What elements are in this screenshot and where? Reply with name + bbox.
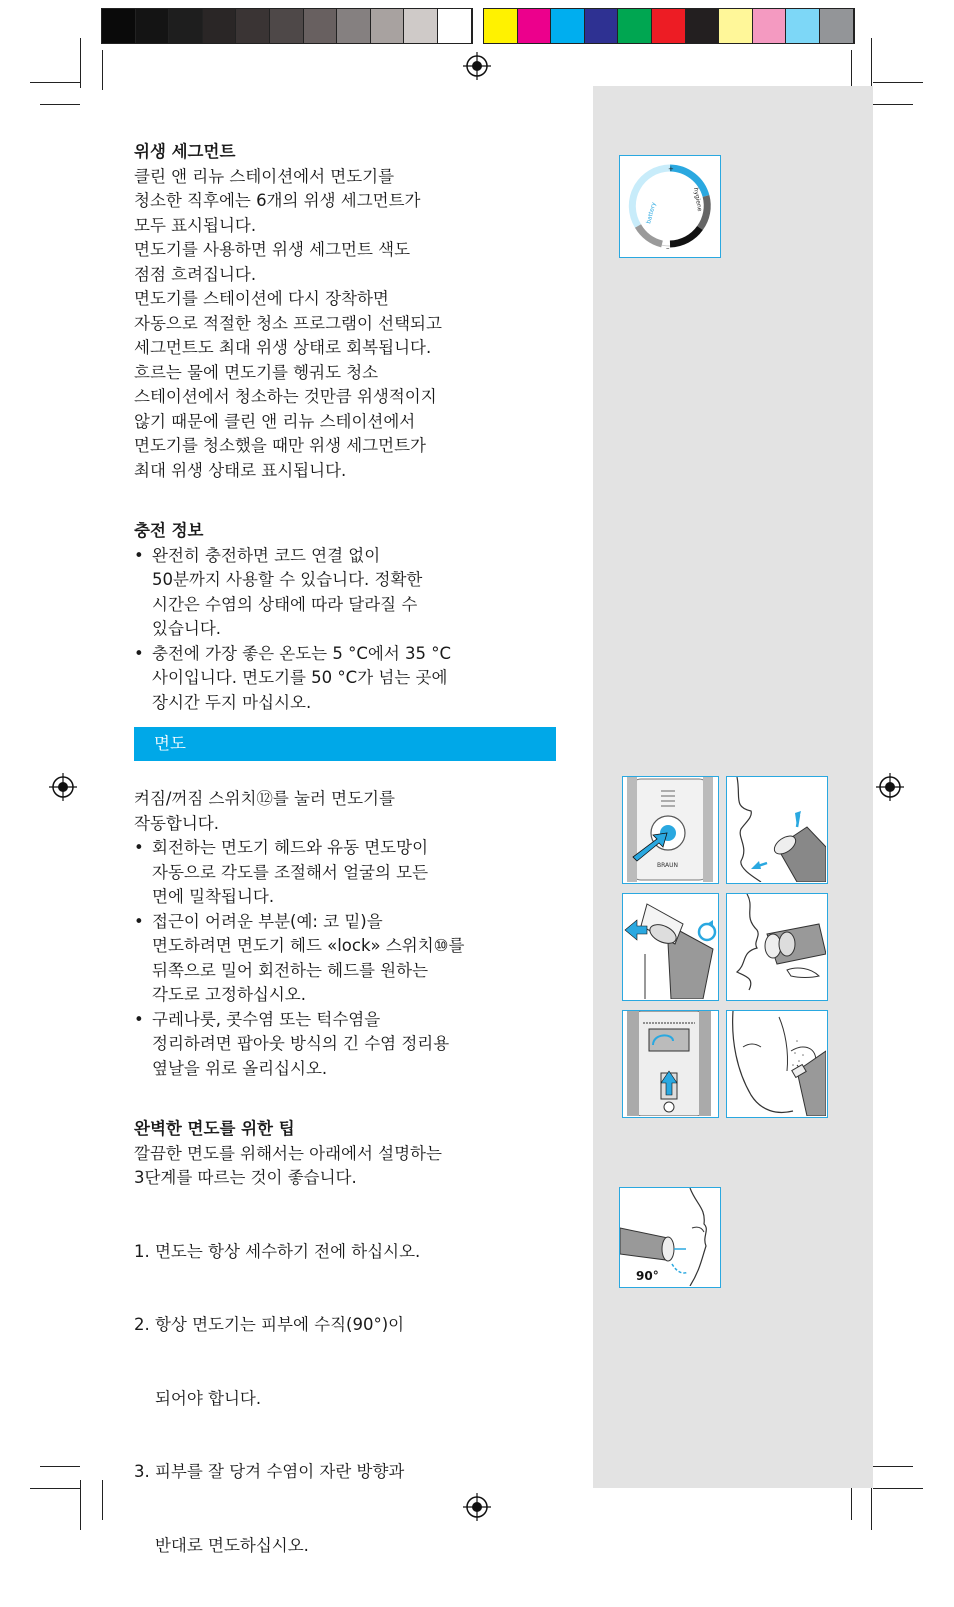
charging-info-list (134, 544, 574, 716)
text-line: 모두 표시됩니다. (134, 214, 574, 239)
crop-mark (873, 1466, 913, 1467)
face-sideburn-icon (727, 1011, 826, 1116)
text-line: 않기 때문에 클린 앤 리뉴 스테이션에서 (134, 410, 574, 435)
text-line: 면도기를 사용하면 위생 세그먼트 색도 (134, 238, 574, 263)
color-swatch (652, 9, 686, 43)
list-item: • 구레나룻, 콧수염 또는 턱수염을 정리하려면 팝아웃 방식의 긴 수염 정리용 옆날을 위로 올리십시오. (134, 1008, 574, 1082)
face-nose-icon (727, 777, 826, 882)
color-swatch (585, 9, 619, 43)
text-line: 클린 앤 리뉴 스테이션에서 면도기를 (134, 165, 574, 190)
color-swatch (686, 9, 720, 43)
registration-mark-icon (876, 773, 904, 801)
list-item: • 회전하는 면도기 헤드와 유동 면도망이 자동으로 각도를 조절해서 얼굴의 모든 면에 밀착됩니다. (134, 836, 574, 910)
color-swatch (236, 9, 270, 43)
color-swatch (484, 9, 518, 43)
list-item: • 충전에 가장 좋은 온도는 5 °C에서 35 °C 사이입니다. 면도기를 50 °C가 넘는 곳에 장시간 두지 마십시오. (134, 642, 574, 716)
crop-mark (102, 1480, 103, 1520)
step-line: 1. 면도는 항상 세수하기 전에 하십시오. (134, 1240, 574, 1265)
lock-switch-figure (622, 893, 719, 1001)
color-swatch (753, 9, 787, 43)
display-dial-icon (620, 156, 719, 256)
hygiene-segments-body (134, 165, 574, 484)
crop-mark (40, 1466, 80, 1467)
registration-mark-icon (49, 773, 77, 801)
step-line: 2. 항상 면도기는 피부에 수직(90°)이 (134, 1313, 574, 1338)
trimmer-figure (622, 1010, 719, 1118)
crop-mark (873, 104, 913, 105)
charging-info-heading: 충전 정보 (134, 519, 574, 544)
grayscale-calibration-bar (101, 8, 473, 44)
shaving-tips-heading: 완벽한 면도를 위한 팁 (134, 1117, 574, 1142)
color-swatch (786, 9, 820, 43)
long-hair-trimmer-icon (623, 1011, 717, 1116)
color-calibration-bar (483, 8, 855, 44)
shaver-switch-icon (623, 777, 717, 882)
text-line: 면도기를 스테이션에 다시 장착하면 (134, 287, 574, 312)
color-swatch (551, 9, 585, 43)
shaving-tips-intro: 깔끔한 면도를 위해서는 아래에서 설명하는 3단계를 따르는 것이 좋습니다. (134, 1142, 574, 1191)
sideburn-figure (726, 1010, 828, 1118)
color-swatch (371, 9, 405, 43)
color-swatch (169, 9, 203, 43)
text-line: 최대 위생 상태로 표시됩니다. (134, 459, 574, 484)
crop-mark (80, 1480, 81, 1530)
text-line: 자동으로 적절한 청소 프로그램이 선택되고 (134, 312, 574, 337)
color-swatch (304, 9, 338, 43)
shaving-intro: 켜짐/꺼짐 스위치⑫를 눌러 면도기를 작동합니다. (134, 787, 574, 836)
list-item: • 접근이 어려운 부분(예: 코 밑)을 면도하려면 면도기 헤드 «lock» 스위치⑩를 뒤쪽으로 밀어 회전하는 헤드를 원하는 각도로 고정하십시오. (134, 910, 574, 1008)
color-swatch (404, 9, 438, 43)
display-hygiene-label: hygiene (692, 187, 703, 212)
shaver-head-lock-icon (623, 894, 717, 999)
shaving-tips-steps (134, 1191, 574, 1607)
step-line: 반대로 면도하십시오. (134, 1534, 574, 1559)
crop-mark (102, 50, 103, 90)
crop-mark (871, 38, 872, 88)
face-shaving-icon (727, 894, 826, 999)
text-line: 점점 흐려집니다. (134, 263, 574, 288)
display-battery-label: battery (645, 201, 658, 224)
manual-text-column (134, 140, 574, 1607)
crop-mark (851, 50, 852, 90)
hygiene-segments-heading: 위생 세그먼트 (134, 140, 574, 165)
color-swatch (203, 9, 237, 43)
text-line: 면도기를 청소했을 때만 위생 세그먼트가 (134, 434, 574, 459)
step-line: 되어야 합니다. (134, 1387, 574, 1412)
text-line: 흐르는 물에 면도기를 헹궈도 청소 (134, 361, 574, 386)
color-swatch (719, 9, 753, 43)
list-item: • 완전히 충전하면 코드 연결 없이 50분까지 사용할 수 있습니다. 정확한 시간은 수염의 상태에 따라 달라질 수 있습니다. (134, 544, 574, 642)
shaving-list (134, 836, 574, 1081)
step-line: 3. 피부를 잘 당겨 수염이 자란 방향과 (134, 1460, 574, 1485)
crop-mark (30, 82, 80, 83)
text-line: 세그먼트도 최대 위생 상태로 회복됩니다. (134, 336, 574, 361)
text-line: 스테이션에서 청소하는 것만큼 위생적이지 (134, 385, 574, 410)
perpendicular-angle-figure (619, 1187, 721, 1288)
crop-mark (873, 82, 923, 83)
crop-mark (30, 1488, 80, 1489)
under-nose-figure (726, 776, 828, 884)
color-swatch (270, 9, 304, 43)
color-swatch (136, 9, 170, 43)
display-minus-label: – (666, 244, 670, 252)
hygiene-display-figure (619, 155, 721, 258)
color-swatch (102, 9, 136, 43)
on-off-switch-figure (622, 776, 719, 884)
color-swatch (518, 9, 552, 43)
color-swatch (618, 9, 652, 43)
angle-label: 90° (636, 1269, 659, 1283)
crop-mark (873, 1488, 923, 1489)
shaving-section-bar: 면도 (134, 727, 556, 761)
text-line: 청소한 직후에는 6개의 위생 세그먼트가 (134, 189, 574, 214)
color-swatch (337, 9, 371, 43)
crop-mark (40, 104, 80, 105)
brand-logo-text: BRAUN (657, 862, 678, 869)
face-90-degree-icon (620, 1188, 719, 1286)
shaving-face-figure (726, 893, 828, 1001)
crop-mark (80, 38, 81, 88)
display-plus-label: + (668, 165, 674, 173)
color-swatch (438, 9, 472, 43)
registration-mark-icon (463, 52, 491, 80)
color-swatch (820, 9, 854, 43)
